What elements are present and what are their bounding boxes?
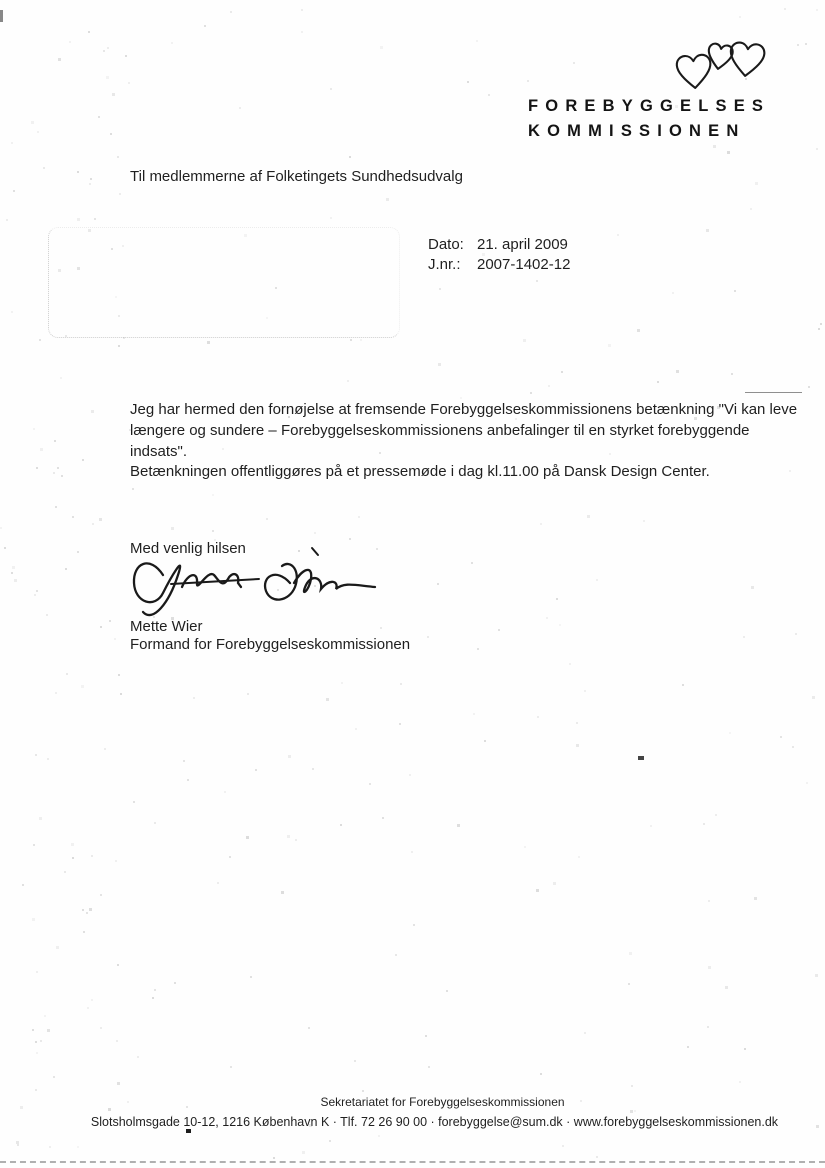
signer-block [130, 618, 410, 653]
date-row [428, 235, 570, 255]
footer-contact: Slotsholmsgade 10-12, 1216 København K · Tlf. 72 26 90 00 · forebyggelse@sum.dk · www.forebyggelseskommissionen.dk [90, 1115, 779, 1129]
jnr-value: 2007-1402-12 [477, 256, 571, 273]
address-window-outline [48, 227, 400, 338]
brand-name-line2: KOMMISSIONEN [528, 122, 746, 140]
brand-name-line1: FOREBYGGELSES [528, 97, 771, 115]
jnr-label: J.nr.: [428, 256, 461, 273]
signer-title: Formand for Forebyggelseskommissionen [130, 635, 411, 653]
recipient-line: Til medlemmerne af Folketingets Sundhedsudvalg [130, 168, 463, 185]
signature-image [125, 543, 383, 625]
letter-meta [428, 235, 570, 275]
closing-line: Med venlig hilsen [130, 540, 246, 557]
hearts-icon [672, 40, 768, 94]
letterhead-logo [528, 40, 771, 144]
body-paragraph-1: Jeg har hermed den fornøjelse at fremsende Forebyggelseskommissionens betænkning "Vi kan leve længere og sundere – Forebyggelseskommissionens anbefalinger til en styrket forebyggende indsats". [130, 401, 798, 460]
scan-bottom-edge [0, 1161, 825, 1163]
body-paragraph-2: Betænkningen offentliggøres på et pressemøde i dag kl.11.00 på Dansk Design Center. [130, 463, 710, 480]
jnr-row [428, 255, 570, 275]
signer-name: Mette Wier [130, 618, 203, 635]
scan-artifact [186, 1129, 191, 1133]
scan-artifact [638, 756, 644, 760]
date-value: 21. april 2009 [477, 236, 568, 253]
scan-artifact [0, 10, 3, 22]
date-label: Dato: [428, 236, 464, 253]
scan-line-artifact [745, 392, 802, 393]
footer-secretariat: Sekretariatet for Forebyggelseskommissionen [320, 1095, 565, 1109]
